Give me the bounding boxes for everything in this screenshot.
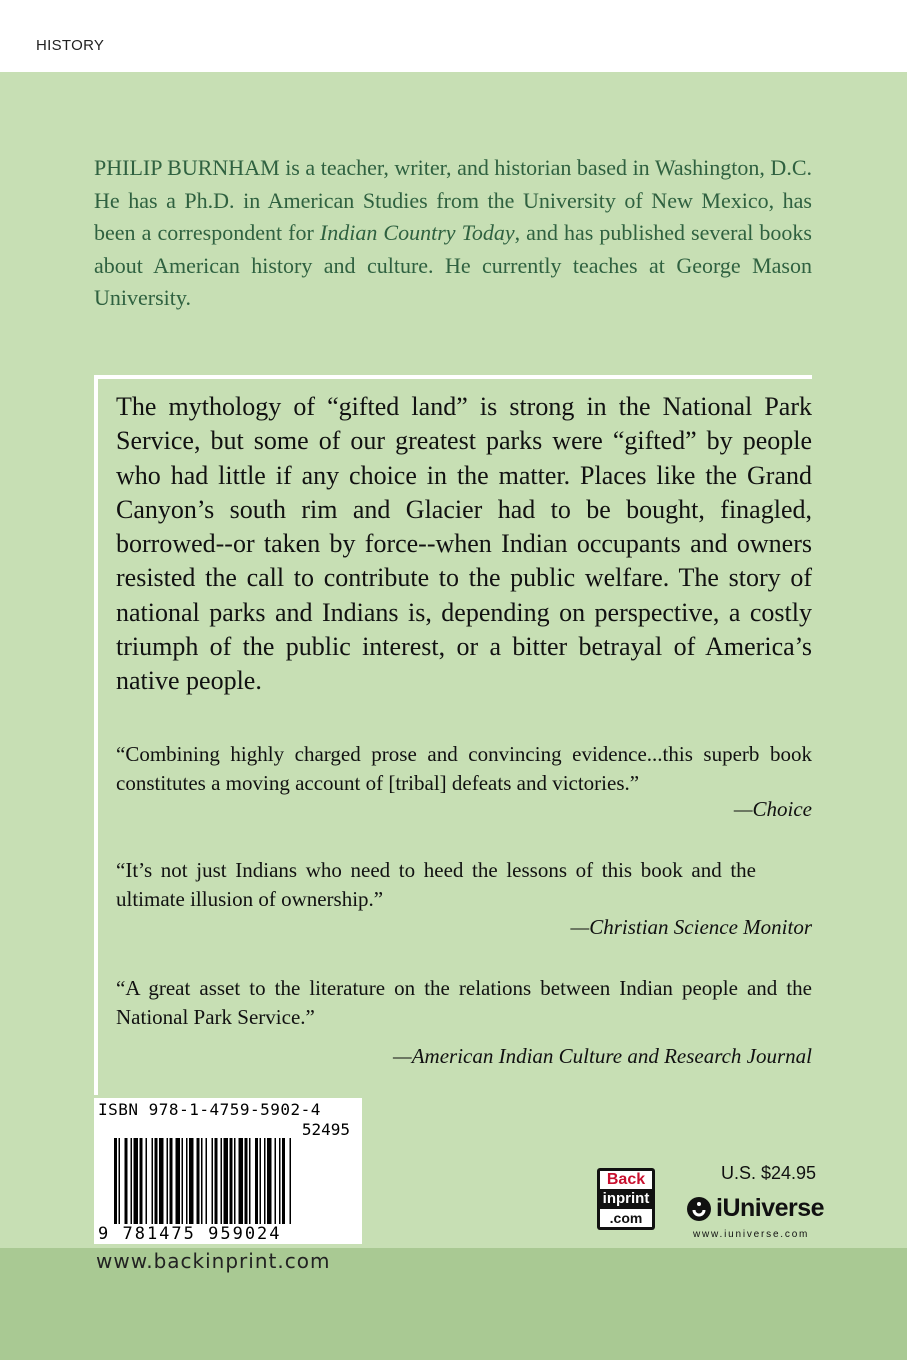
barcode-digits: 9 781475 959024 [98,1224,282,1244]
author-bio-text-a: is a teacher, writer, and historian based in Washington, D.C. He has a Ph.D. in American Studies from the University of New Mexico, has been a correspondent for [94,155,812,245]
barcode-icon [114,1138,350,1224]
logo-line-inprint: inprint [602,1190,650,1207]
price-code: 52495 [301,1120,350,1139]
review-source-1: —Choice [733,797,812,821]
category-label: HISTORY [36,37,105,54]
iuniverse-wordmark: iUniverse [716,1194,825,1222]
review-source-3: —American Indian Culture and Research Journal [393,1044,812,1068]
iuniverse-swirl-icon [686,1196,712,1222]
isbn-label: ISBN 978-1-4759-5902-4 [98,1100,321,1119]
price-label: U.S. $24.95 [721,1163,817,1183]
publication-name: Indian Country Today [319,220,515,245]
barcode-area [94,1098,362,1244]
book-description: The mythology of “gifted land” is strong in the National Park Service, but some of our greatest parks were “gifted” by people who had little if any choice in the matter. Places like the Grand Canyon’s south rim and Glacier had to be bought, finagled, borrowed--or taken by force--when Indian occupants and owners resisted the call to contribute to the public welfare. The story of national parks and Indians is, depending on perspective, a costly triumph of the public interest, or a bitter betrayal of America’s native people. [116,392,812,696]
review-quote-3: “A great asset to the literature on the relations between Indian people and the National Park Service.” [116,976,812,1029]
logo-line-com: .com [600,1209,652,1227]
review-quote-1: “Combining highly charged prose and convincing evidence...this superb book constitutes a moving account of [tribal] defeats and victories.” [116,742,812,795]
website-link[interactable]: www.backinprint.com [96,1249,331,1273]
author-bio [94,152,812,315]
panel-border-top [94,375,812,379]
author-bio-text-b: , and has published several books about American history and culture. He currently teaches at George Mason University. [94,220,812,310]
top-strip [0,0,907,72]
author-name: PHILIP BURNHAM [94,155,280,180]
panel-border-left [94,375,98,1095]
iuniverse-url: www.iuniverse.com [693,1229,810,1240]
backinprint-logo [597,1168,655,1230]
logo-line-back: Back [600,1171,652,1189]
review-quote-2: “It’s not just Indians who need to heed the lessons of this book and the ultimate illusion of ownership.” [116,858,756,911]
review-source-2: —Christian Science Monitor [570,915,812,939]
